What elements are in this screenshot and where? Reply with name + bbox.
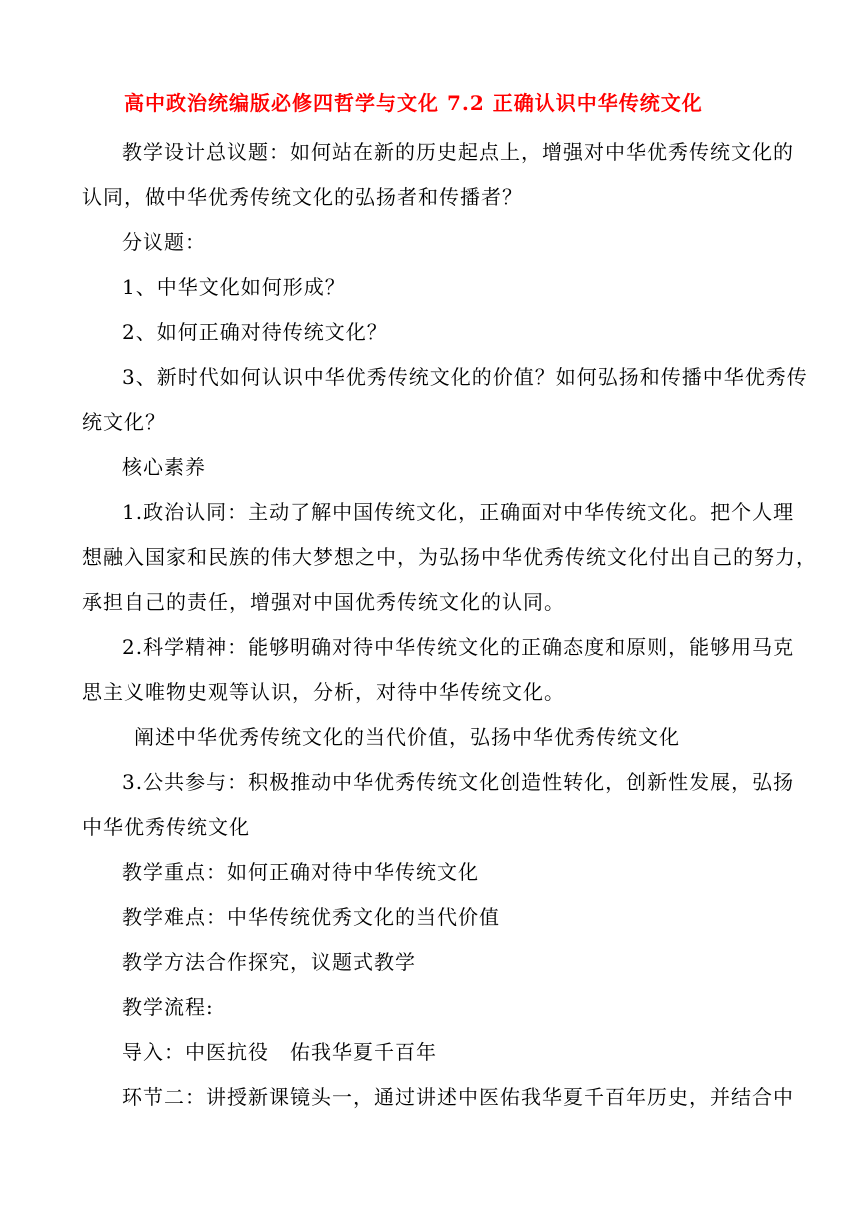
text-line: 教学方法合作探究，议题式教学 — [122, 950, 416, 974]
text-line: 3.公共参与：积极推动中华优秀传统文化创造性转化，创新性发展，弘扬 — [122, 770, 795, 794]
text-line: 承担自己的责任，增强对中国优秀传统文化的认同。 — [82, 590, 565, 614]
document-title: 高中政治统编版必修四哲学与文化 7.2 正确认识中华传统文化 — [124, 91, 703, 115]
text-line: 1.政治认同：主动了解中国传统文化，正确面对中华传统文化。把个人理 — [122, 500, 795, 524]
text-line: 统文化？ — [82, 410, 166, 434]
text-line: 3、新时代如何认识中华优秀传统文化的价值？如何弘扬和传播中华优秀传 — [122, 365, 808, 389]
text-line: 教学流程: — [122, 995, 214, 1019]
text-line: 认同，做中华优秀传统文化的弘扬者和传播者？ — [82, 185, 523, 209]
text-line: 环节二：讲授新课镜头一，通过讲述中医佑我华夏千百年历史，并结合中 — [122, 1085, 794, 1109]
text-line: 想融入国家和民族的伟大梦想之中，为弘扬中华优秀传统文化付出自己的努力， — [82, 545, 817, 569]
text-line: 教学重点：如何正确对待中华传统文化 — [122, 860, 479, 884]
text-line: 教学难点：中华传统优秀文化的当代价值 — [122, 905, 500, 929]
text-line: 1、中华文化如何形成？ — [122, 275, 346, 299]
text-line: 核心素养 — [122, 455, 206, 479]
text-line: 教学设计总议题：如何站在新的历史起点上，增强对中华优秀传统文化的 — [122, 140, 794, 164]
text-line: 阐述中华优秀传统文化的当代价值，弘扬中华优秀传统文化 — [134, 725, 680, 749]
text-line: 思主义唯物史观等认识，分析，对待中华传统文化。 — [82, 680, 565, 704]
text-line: 2、如何正确对待传统文化？ — [122, 320, 388, 344]
text-line: 分议题： — [122, 230, 206, 254]
text-line: 导入：中医抗役 佑我华夏千百年 — [122, 1040, 437, 1064]
text-line: 中华优秀传统文化 — [82, 815, 250, 839]
text-line: 2.科学精神：能够明确对待中华传统文化的正确态度和原则，能够用马克 — [122, 635, 795, 659]
